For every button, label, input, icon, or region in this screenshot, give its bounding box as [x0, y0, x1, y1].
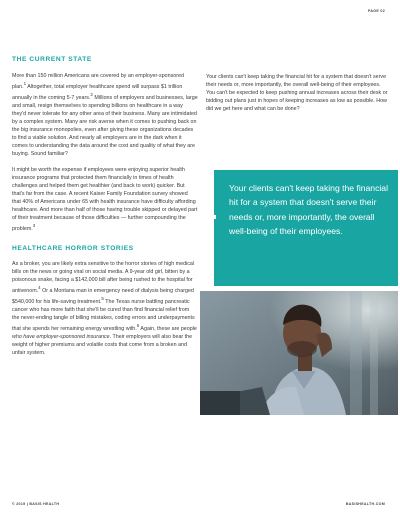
emphasis-employer-sponsored: who have employer-sponsored insurance — [12, 333, 110, 340]
section-heading-current-state: THE CURRENT STATE — [12, 56, 92, 63]
footnote-2: 2 — [90, 91, 93, 97]
footer-copyright: © 2019 | BASIS HEALTH — [12, 502, 60, 506]
horror-stories-paragraph: As a broker, you are likely extra sensitive to the horror stories of high medical bills on the news or going viral on social media. A 9-year old girl, bitten by a poisonous snake, facing a $142,000 bill after being rushed to the hospital for antivenom.$^4$ Or a Montana man in emergency need of dialysis being charged $540,000 for his life-saving treatment.$^5$ The Texas nurse battling pancreatic cancer who has more faith that she'll be cured than find financial relief from the never-ending tangle of billing mistakes, coding errors and underpayments that she spends her remaining energy wrestling with.$^6$ Again, these are people who have employer-sponsored insurance. Their employers will also bear the weight of higher premiums and volatile costs that come from a broken and unfair system. — [12, 261, 197, 356]
right-column-paragraph: Your clients can't keep taking the financial hit for a system that doesn't serve their needs or, more importantly, the overall well-being of their employees. You can't be expected to keep pushing annual increases across their desk or bidding out plans just in hopes of keeping increases as low as possible. How did we get here and what can be done? — [206, 74, 388, 113]
footnote-6: 6 — [136, 323, 140, 329]
page-number: PAGE 02 — [367, 9, 385, 13]
current-state-paragraph-2: It might be worth the expense if employees were enjoying superior health insurance programs that protected them financially in times of health challenges and helped them get healthier (and back to work) quicker. But that's far from the case. A recent Kaiser Family Foundation survey showed that 40% of Americans under 65 with health insurance have difficulty affording healthcare. And more than half of those having trouble skipped or delayed part of their treatment because of those difficulties — further compounding the problem.$^3$ — [12, 167, 198, 233]
footnote-5: 5 — [101, 296, 104, 302]
footnote-1: 1 — [23, 81, 27, 87]
current-state-paragraph-1: More than 150 million Americans are covered by an employer-sponsored plan.$^1$ Altogether, total employer healthcare spend will surpass $1 trillion annually in the coming 5-7 years.$^2$ Millions of employers and businesses, large and small, resign themselves to spending billions on healthcare in a way they'd never tolerate for any other area of their business. Many are intimidated by a complex system. Many are risk averse when it comes to pushing back on the big insurance monopolies, even after giving these organizations decades to find a viable solution. And nearly all employers are in the dark when it comes to understanding the data around the cost and quality of what they are buying. Sound familiar? — [12, 73, 198, 157]
left-column — [12, 56, 198, 365]
stressed-man-photo — [200, 291, 398, 415]
right-column — [206, 73, 390, 121]
pull-quote-text: Your clients can't keep taking the financial hit for a system that doesn't serve their needs or, more importantly, the overall well-being of their employees. — [229, 183, 388, 236]
footnote-3: 3 — [32, 223, 36, 229]
section-heading-horror-stories: HEALTHCARE HORROR STORIES — [12, 245, 134, 253]
footnote-4: 4 — [38, 285, 41, 291]
pull-quote-accent-bar — [200, 215, 216, 219]
footer-website-link[interactable]: BASISHEALTH.COM — [345, 502, 385, 506]
